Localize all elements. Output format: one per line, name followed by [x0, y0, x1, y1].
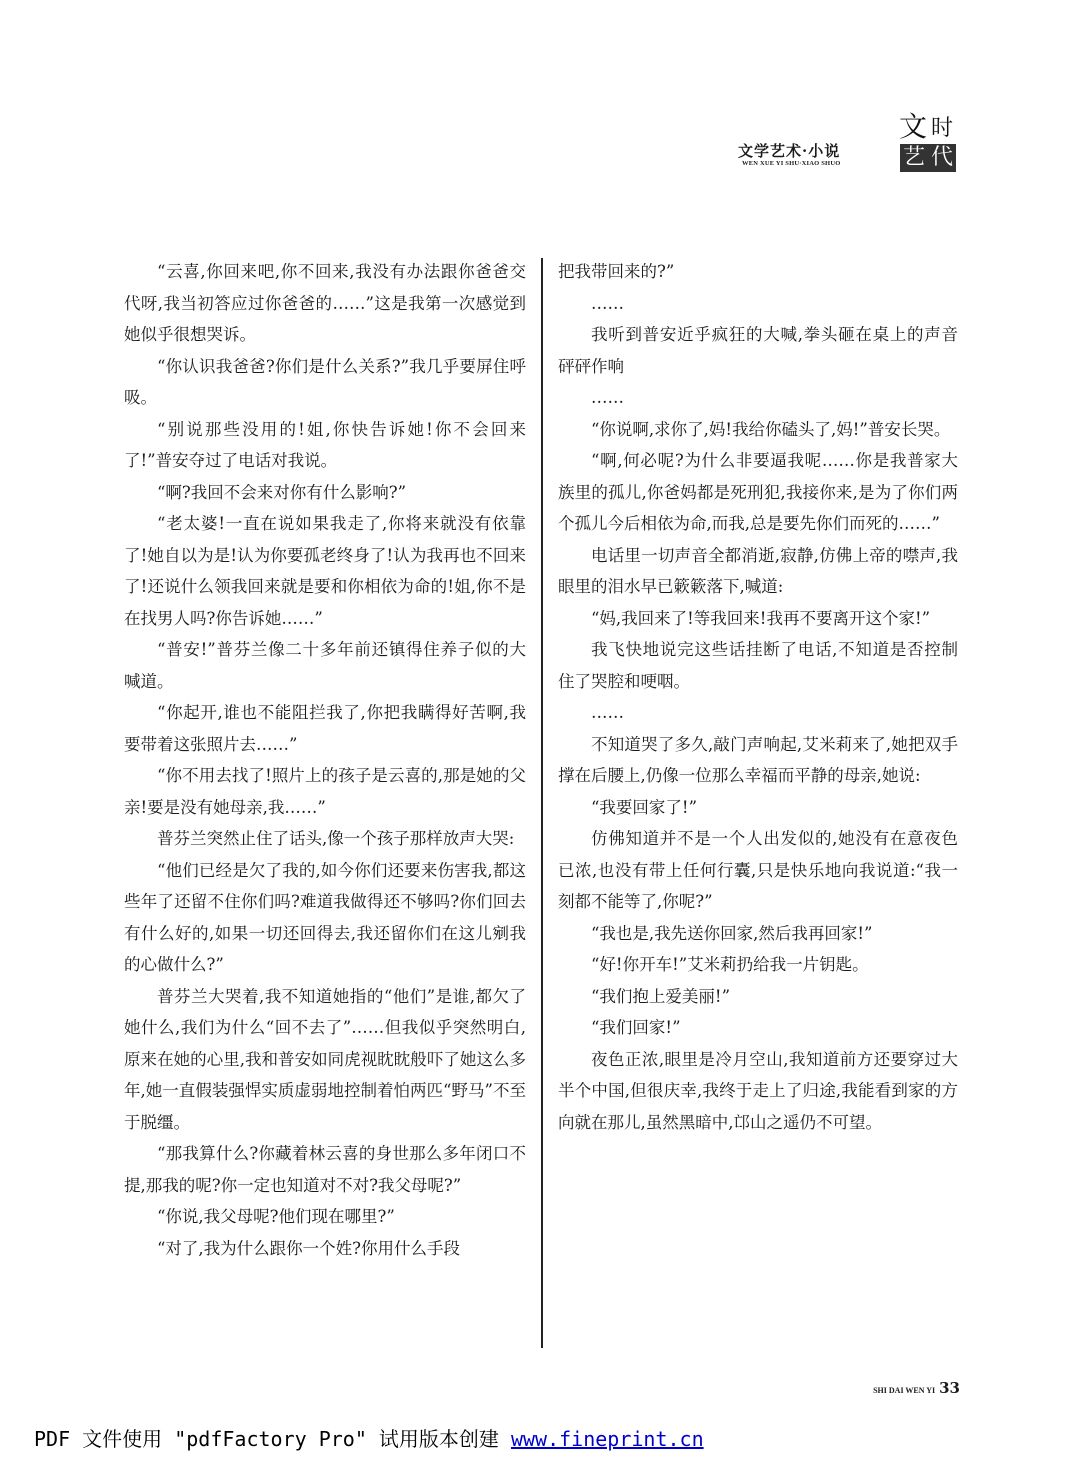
paragraph: “你说,我父母呢?他们现在哪里?” [157, 1207, 395, 1226]
pdf-text-2: 试用版本创建 [378, 1427, 499, 1451]
paragraph: “云喜,你回来吧,你不回来,我没有办法跟你爸爸交代呀,我当初答应过你爸爸的……”这是我第一次感觉到她似乎很想哭诉。 [124, 262, 526, 344]
magazine-name: SHI DAI WEN YI [873, 1386, 936, 1395]
paragraph: “妈,我回来了!等我回来!我再不要离开这个家!” [591, 608, 931, 628]
paragraph: “他们已经是欠了我的,如今你们还要来伤害我,都这些年了还留不住你们吗?难道我做得还不够吗?你们回去有什么好的,如果一切还回得去,我还留你们在这儿剜我的心做什么?” [124, 860, 526, 974]
paragraph: “我也是,我先送你回家,然后我再回家!” [591, 923, 873, 943]
pdf-app-name: "pdfFactory Pro" [174, 1427, 367, 1451]
paragraph: 我飞快地说完这些话挂断了电话,不知道是否控制住了哭腔和哽咽。 [558, 640, 958, 691]
paragraph: …… [591, 293, 624, 313]
paragraph: “你起开,谁也不能阻拦我了,你把我瞒得好苦啊,我要带着这张照片去……” [124, 703, 526, 754]
magazine-logo [898, 112, 958, 172]
pdf-watermark-note [34, 1423, 754, 1452]
paragraph: “我要回家了!” [591, 797, 698, 817]
paragraph: “我们回家!” [591, 1018, 681, 1037]
paragraph: “我们抱上爱美丽!” [591, 986, 731, 1006]
paragraph: “别说那些没用的!姐,你快告诉她!你不会回来了!”普安夺过了电话对我说。 [124, 419, 526, 470]
paragraph: 普芬兰大哭着,我不知道她指的“他们”是谁,都欠了她什么,我们为什么“回不去了”……但我似乎突然明白,原来在她的心里,我和普安如同虎视眈眈般吓了她这么多年,她一直假装强悍实质虚弱地控制着怕两匹“野马”不至于脱缰。 [124, 986, 526, 1132]
logo-char-dai: 代 [928, 144, 956, 172]
left-column [124, 256, 526, 1264]
page-number: 33 [939, 1379, 960, 1397]
paragraph: “普安!”普芬兰像二十多年前还镇得住养子似的大喊道。 [124, 640, 526, 691]
paragraph: 不知道哭了多久,敲门声响起,艾米莉来了,她把双手撑在后腰上,仍像一位那么幸福而平静的母亲,她说: [558, 734, 958, 785]
paragraph: “你认识我爸爸?你们是什么关系?”我几乎要屏住呼吸。 [124, 356, 526, 407]
paragraph: “好!你开车!”艾米莉扔给我一片钥匙。 [591, 955, 869, 974]
paragraph: …… [591, 703, 624, 722]
paragraph: 仿佛知道并不是一个人出发似的,她没有在意夜色已浓,也没有带上任何行囊,只是快乐地向我说道:“我一刻都不能等了,你呢?” [558, 829, 958, 911]
right-column [558, 256, 958, 1138]
section-title: 文学艺术·小说 [738, 142, 841, 160]
section-subtitle: WEN XUE YI SHU·XIAO SHUO [742, 160, 841, 167]
paragraph: 普芬兰突然止住了话头,像一个孩子那样放声大哭: [157, 829, 515, 848]
paragraph: …… [591, 388, 624, 407]
paragraph: “对了,我为什么跟你一个姓?你用什么手段 [157, 1238, 461, 1258]
logo-char-shi: 时 [930, 116, 953, 141]
pdf-text-1: 文件使用 [82, 1427, 163, 1451]
page-folio [830, 1378, 960, 1397]
paragraph: 电话里一切声音全都消逝,寂静,仿佛上帝的噤声,我眼里的泪水早已簌簌落下,喊道: [558, 545, 958, 596]
paragraph: “啊?我回不会来对你有什么影响?” [157, 482, 407, 502]
paragraph: “啊,何必呢?为什么非要逼我呢……你是我普家大族里的孤儿,你爸妈都是死刑犯,我接你来,是为了你们两个孤儿今后相依为命,而我,总是要先你们而死的……” [558, 451, 958, 533]
logo-char-wen: 文 [898, 110, 927, 143]
paragraph: 夜色正浓,眼里是冷月空山,我知道前方还要穿过大半个中国,但很庆幸,我终于走上了归途,我能看到家的方向就在那儿,虽然黑暗中,邙山之遥仍不可望。 [558, 1049, 958, 1132]
paragraph: “那我算什么?你藏着林云喜的身世那么多年闭口不提,那我的呢?你一定也知道对不对?我父母呢?” [124, 1144, 526, 1195]
paragraph: “你说啊,求你了,妈!我给你磕头了,妈!”普安长哭。 [591, 419, 951, 439]
logo-char-yi: 艺 [900, 144, 928, 172]
paragraph: 我听到普安近乎疯狂的大喊,拳头砸在桌上的声音砰砰作响 [558, 325, 958, 376]
column-divider [541, 258, 543, 1348]
paragraph: “你不用去找了!照片上的孩子是云喜的,那是她的父亲!要是没有她母亲,我……” [124, 766, 526, 817]
pdf-prefix: PDF [34, 1427, 71, 1451]
paragraph: “老太婆!一直在说如果我走了,你将来就没有依靠了!她自以为是!认为你要孤老终身了!认为我再也不回来了!还说什么领我回来就是要和你相依为命的!姐,你不是在找男人吗?你告诉她……” [124, 514, 526, 628]
fineprint-link[interactable]: www.fineprint.cn [510, 1427, 704, 1451]
paragraph-continued: 把我带回来的?” [558, 262, 675, 281]
